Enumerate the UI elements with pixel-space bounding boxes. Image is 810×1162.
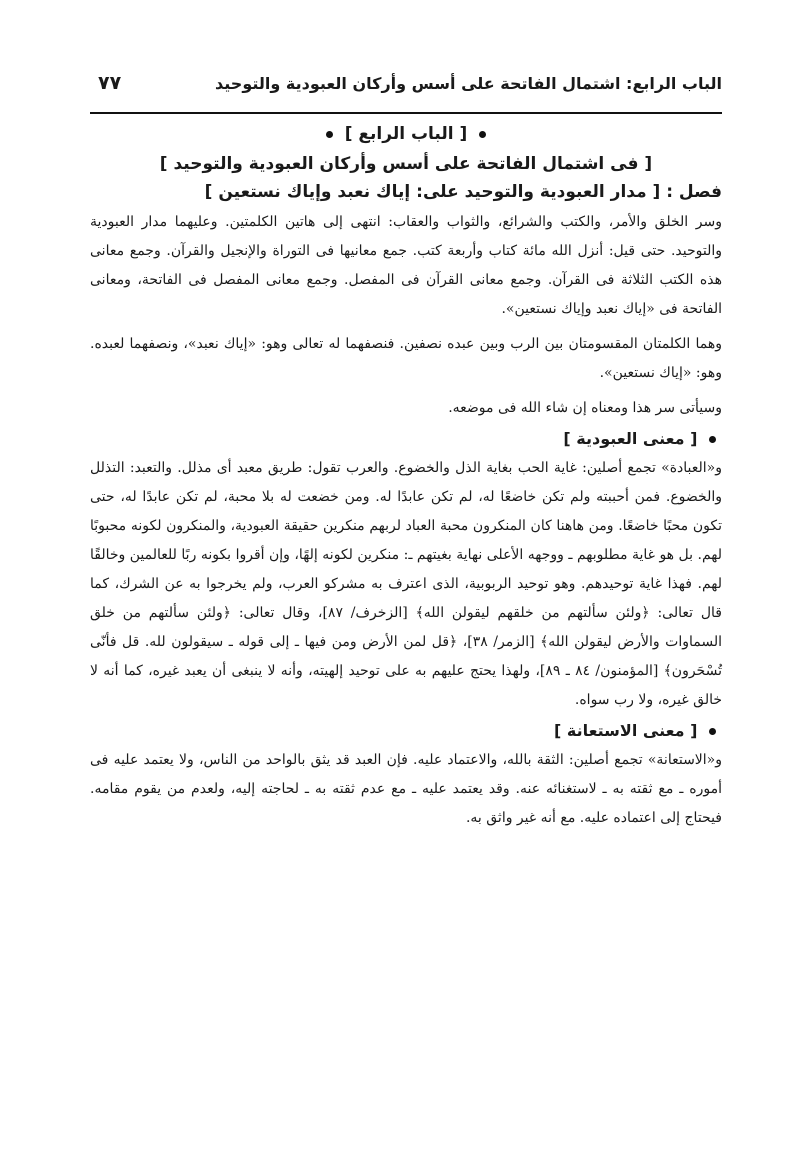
worship-paragraph: و«العبادة» تجمع أصلين: غاية الحب بغاية الذل والخضوع. والعرب تقول: طريق معبد أى مذلل. والتعبد: التذلل والخضوع. فمن أحببته ولم تكن خاضعًا له، لم تكن عابدًا له. ومن خضعت له بلا محبة، لم تكن عابدًا له، حتى تكون محبًا خاضعًا. ومن هاهنا كان المنكرون محبة العباد لربهم منكرين حقيقة العبودية، والمنكرون لكونه محبوبًا لهم. بل هو غاية مطلوبهم ـ ووجهه الأعلى نهاية بغيتهم ـ: منكرين لكونه إلهًا، وإن أقروا بكونه ربًا للعالمين وخالقًا لهم. فهذا غاية توحيدهم. وهو توحيد الربوبية، الذى اعترف به مشركو العرب، ولم يخرجوا به عن الشرك، كما قال تعالى: ﴿ولئن سألتهم من خلقهم ليقولن الله﴾ [الزخرف/ ٨٧]، وقال تعالى: ﴿ولئن سألتهم من خلق السماوات والأرض ليقولن الله﴾ [الزمر/ ٣٨]، ﴿قل لمن الأرض ومن فيها ـ إلى قوله ـ سيقولون لله. قل فأنّى تُسْحَرون﴾ [المؤمنون/ ٨٤ ـ ٨٩]، ولهذا يحتج عليهم به على توحيد إلهيته، وأنه لا ينبغى أن يعبد غيره، كما أنه لا خالق غيره، ولا رب سواه. — [90, 460, 722, 708]
paragraph-3: وسيأتى سر هذا ومعناه إن شاء الله فى موضعه. — [448, 400, 722, 416]
seeking-help-paragraph: و«الاستعانة» تجمع أصلين: الثقة بالله، والاعتماد عليه. فإن العبد قد يثق بالواحد من الناس، ولا يعتمد عليه فى أموره ـ مع ثقته به ـ لاستغنائه عنه. وقد يعتمد عليه ـ مع عدم ثقته به ـ لحاجته إليه، ولعدم من يقوم مقامه. فيحتاج إلى اعتماده عليه. مع أنه غير واثق به. — [90, 752, 722, 826]
paragraph-1: وسر الخلق والأمر، والكتب والشرائع، والثواب والعقاب: انتهى إلى هاتين الكلمتين. وعليهما مدار العبودية والتوحيد. حتى قيل: أنزل الله مائة كتاب وأربعة كتب. جمع معانيها فى التوراة والإنجيل والقرآن. وجمع معانى هذه الكتب الثلاثة فى القرآن. وجمع معانى القرآن فى المفصل. وجمع معانى المفصل فى الفاتحة، ومعانى الفاتحة فى «إياك نعبد وإياك نستعين». — [90, 214, 722, 317]
running-header-title: الباب الرابع: اشتمال الفاتحة على أسس وأركان العبودية والتوحيد — [215, 74, 722, 93]
book-page — [90, 72, 722, 839]
bullet-icon — [326, 131, 333, 138]
running-header — [90, 72, 722, 112]
subheading-worship-text: [ معنى العبودية ] — [563, 429, 698, 448]
chapter-title-text: [ الباب الرابع ] — [344, 124, 468, 144]
section-title: فصل : [ مدار العبودية والتوحيد على: إياك نعبد وإياك نستعين ] — [204, 182, 722, 202]
subheading-seeking-help — [90, 721, 722, 740]
subheading-seeking-help-text: [ معنى الاستعانة ] — [554, 721, 698, 740]
chapter-title — [90, 124, 722, 144]
bullet-icon — [479, 131, 486, 138]
chapter-subtitle: [ فى اشتمال الفاتحة على أسس وأركان العبودية والتوحيد ] — [159, 154, 653, 174]
bullet-icon — [709, 436, 716, 443]
page-number: ٧٧ — [98, 72, 122, 94]
header-rule — [90, 112, 722, 114]
paragraph-2: وهما الكلمتان المقسومتان بين الرب وبين عبده نصفين. فنصفهما له تعالى وهو: «إياك نعبد»، ونصفهما لعبده. وهو: «إياك نستعين». — [90, 336, 722, 381]
subheading-worship — [90, 429, 722, 448]
bullet-icon — [709, 728, 716, 735]
